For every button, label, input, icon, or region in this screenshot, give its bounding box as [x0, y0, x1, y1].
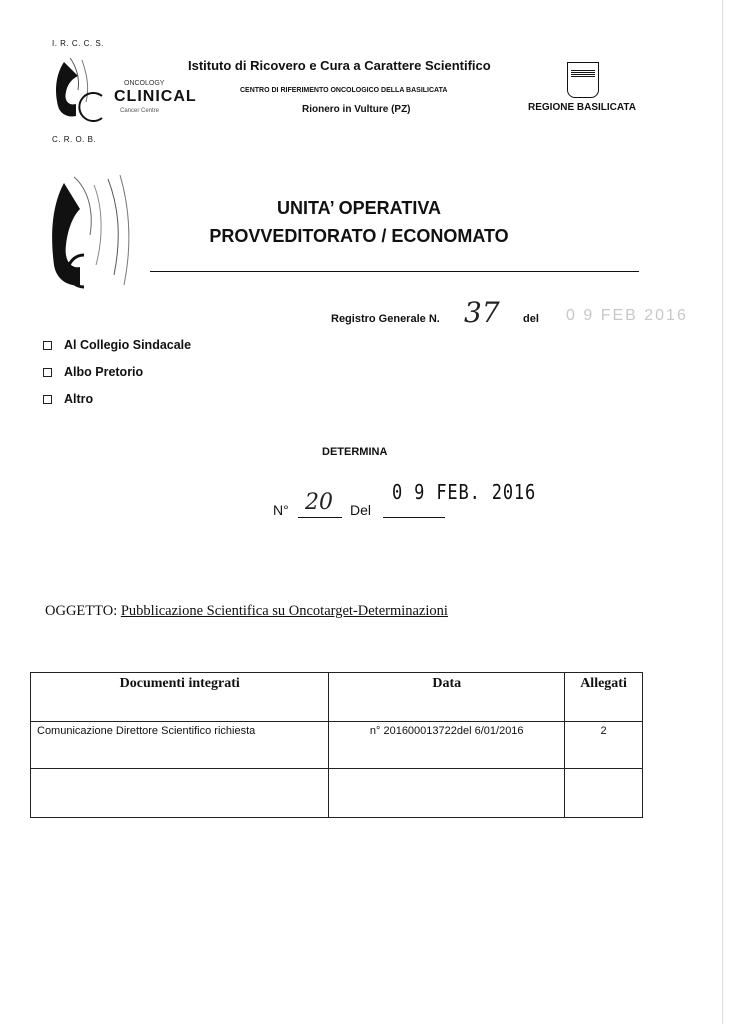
recipient-albo — [43, 365, 143, 379]
recipient-altro — [43, 392, 93, 406]
column-header-allegati: Allegati — [565, 673, 643, 722]
column-header-documenti: Documenti integrati — [31, 673, 329, 722]
table-cell-allegati: 2 — [565, 722, 643, 769]
number-underline — [298, 517, 342, 518]
column-header-data: Data — [329, 673, 565, 722]
logo-sub-text: Cancer Centre — [120, 108, 160, 114]
determina-title: DETERMINA — [322, 446, 388, 458]
unit-title — [200, 194, 518, 250]
centre-name: CENTRO DI RIFERIMENTO ONCOLOGICO DELLA BASILICATA — [240, 87, 448, 94]
table-row — [31, 769, 643, 818]
registro-del-label: del — [523, 313, 539, 325]
determina-n-label: N° — [273, 502, 289, 518]
determina-del-label: Del — [350, 502, 372, 518]
unit-title-line2: PROVVEDITORATO / ECONOMATO — [209, 226, 509, 246]
scan-edge — [722, 0, 723, 1024]
crob-figure-logo — [44, 175, 140, 291]
oggetto-text: Pubblicazione Scientifica su Oncotarget-Determinazioni — [120, 603, 448, 619]
recipient-collegio — [43, 338, 191, 352]
checkbox-icon — [43, 368, 52, 377]
determina-date-stamp: 0 9 FEB. 2016 — [392, 480, 537, 504]
unit-title-line1: UNITA’ OPERATIVA — [276, 198, 441, 218]
logo-top-text: ONCOLOGY — [124, 80, 165, 87]
table-row — [31, 722, 643, 769]
regione-crest-icon — [567, 62, 599, 98]
date-underline — [383, 517, 445, 518]
logo-main-text: CLINICAL — [114, 88, 197, 105]
irccs-label: I. R. C. C. S. — [52, 39, 104, 48]
table-cell-documento: Comunicazione Direttore Scientifico richiesta — [31, 722, 329, 769]
recipient-label: Albo Pretorio — [64, 365, 144, 379]
registro-label: Registro Generale N. — [331, 313, 440, 325]
table-cell-data: n° 201600013722del 6/01/2016 — [329, 722, 565, 769]
checkbox-icon — [43, 395, 52, 404]
figure-silhouette-icon — [44, 175, 140, 291]
checkbox-icon — [43, 341, 52, 350]
table-header-row — [31, 673, 643, 722]
clinical-logo — [46, 56, 197, 122]
registro-number: 37 — [464, 296, 500, 329]
registro-date-stamp: 0 9 FEB 2016 — [566, 307, 688, 324]
institute-name: Istituto di Ricovero e Cura a Carattere Scientifico — [188, 58, 491, 73]
region-name: REGIONE BASILICATA — [528, 102, 636, 113]
oggetto-line — [45, 603, 448, 620]
table-cell-documento — [31, 769, 329, 818]
recipient-label: Al Collegio Sindacale — [64, 338, 192, 352]
location-text: Rionero in Vulture (PZ) — [302, 104, 411, 115]
oggetto-label: OGGETTO: — [45, 603, 118, 619]
documents-table — [30, 672, 643, 818]
table-cell-data — [329, 769, 565, 818]
crob-label: C. R. O. B. — [52, 135, 97, 144]
determina-number: 20 — [305, 490, 333, 515]
recipient-label: Altro — [64, 392, 94, 406]
title-rule — [150, 271, 639, 272]
table-cell-allegati — [565, 769, 643, 818]
